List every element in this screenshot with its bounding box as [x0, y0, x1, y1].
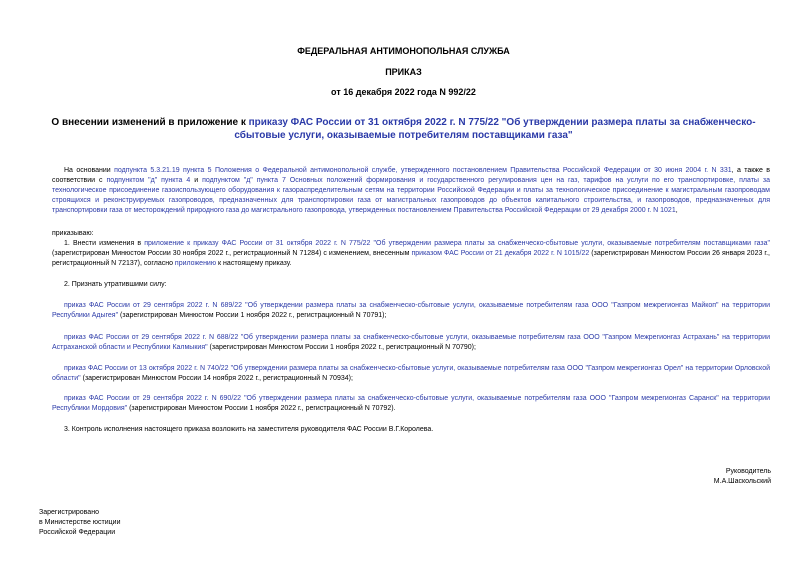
preamble-text-4: ,	[675, 207, 678, 214]
preamble-link-1[interactable]: подпункта 5.3.21.19 пункта 5 Положения о Федеральной антимонопольной службе, утвержденного постановлением Правительства Российской Федерации от 30 июня 2004 г. N 331	[114, 167, 732, 174]
repealed-link-2[interactable]: приказ ФАС России от 29 сентября 2022 г. N 688/22 "Об утверждении размера платы за снабженческо-сбытовые услуги, оказываемые потребителям газа ООО "Газпром Межрегионгаз Астрахань" на территории Астраханской области и Республики Калмыкия"	[52, 334, 770, 351]
registration-line-1: Зарегистрировано	[39, 509, 99, 516]
preamble-text-1: На основании	[64, 167, 115, 174]
item1-text-2: (зарегистрирован Минюстом России 30 ноября 2022 г., регистрационный N 71284) с изменением, внесенным	[52, 250, 412, 257]
repealed-link-4[interactable]: приказ ФАС России от 29 сентября 2022 г. N 690/22 "Об утверждении размера платы за снабженческо-сбытовые услуги, оказываемые потребителям газа ООО "Газпром межрегионгаз Саранск" на территории Республики Мордовия"	[52, 395, 770, 412]
preamble-text-3: и	[190, 177, 203, 184]
repealed-link-3[interactable]: приказ ФАС России от 13 октября 2022 г. N 740/22 "Об утверждении размера платы за снабженческо-сбытовые услуги, оказываемые потребителям газа ООО "Газпром межрегионгаз Орел" на территории Орловской области"	[52, 365, 770, 382]
item1-text-4: к настоящему приказу.	[216, 260, 292, 267]
agency-name: ФЕДЕРАЛЬНАЯ АНТИМОНОПОЛЬНАЯ СЛУЖБА	[297, 46, 510, 56]
repealed-tail-4: (зарегистрирован Минюстом России 1 ноября 2022 г., регистрационный N 70792).	[127, 405, 396, 412]
registration-line-2: в Министерстве юстиции	[39, 519, 121, 526]
preamble	[52, 166, 770, 216]
item1-link-3[interactable]: приложению	[174, 260, 217, 267]
signature-name: М.А.Шаскольский	[713, 478, 771, 485]
preamble-link-2[interactable]: подпунктом "д" пункта 4	[106, 177, 191, 184]
signature-role: Руководитель	[725, 468, 771, 475]
item-2: 2. Признать утратившими силу:	[64, 281, 167, 288]
title-prefix: О внесении изменений в приложение к	[51, 117, 249, 128]
title-link[interactable]: приказу ФАС России от 31 октября 2022 г. N 775/22 "Об утверждении размера платы за снабженческо-сбытовые услуги, оказываемые потребителям поставщиками газа"	[234, 117, 756, 141]
repealed-item-4	[52, 394, 770, 414]
preamble-link-3[interactable]: подпунктом "д" пункта 7 Основных положений формирования и государственного регулирования цен на газ, тарифов на услуги по его транспортировке, платы за технологическое присоединение газоиспользующего оборудования к газораспределительным сетям на территории Российской Федерации и платы за технологическое присоединение к магистральным газопроводам строящихся и реконструируемых газопроводов, предназначенных для транспортировки газа от магистральных газопроводов до объектов капитального строительства, и газопроводов, предназначенных для транспортировки газа от месторождений природного газа до магистрального газопровода, утвержденных постановлением Правительства Российской Федерации от 29 декабря 2000 г. N 1021	[52, 177, 770, 214]
repealed-tail-3: (зарегистрирован Минюстом России 14 ноября 2022 г., регистрационный N 70934);	[80, 375, 353, 382]
preamble-text-2: , а также в соответствии с	[52, 167, 770, 184]
item1-link-2[interactable]: приказом ФАС России от 21 декабря 2022 г. N 1015/22	[411, 250, 590, 257]
repealed-item-3	[52, 364, 770, 384]
item-1	[52, 239, 770, 269]
item1-text-3: (зарегистрирован Минюстом России 26 января 2023 г., регистрационный N 72137), согласно	[52, 250, 771, 267]
repealed-tail-2: (зарегистрирован Минюстом России 1 ноября 2022 г., регистрационный N 70790);	[207, 344, 476, 351]
item-3: 3. Контроль исполнения настоящего приказа возложить на заместителя руководителя ФАС России В.Г.Королева.	[64, 426, 434, 433]
repealed-tail-1: (зарегистрирован Минюстом России 1 ноября 2022 г., регистрационный N 70791);	[118, 312, 387, 319]
item1-text-1: 1. Внести изменения в	[64, 240, 145, 247]
item1-link-1[interactable]: приложение к приказу ФАС России от 31 октября 2022 г. N 775/22 "Об утверждении размера платы за снабженческо-сбытовые услуги, оказываемые потребителям поставщиками газа"	[144, 240, 770, 247]
repealed-item-2	[52, 333, 770, 353]
repealed-item-1	[52, 301, 770, 321]
registration-line-3: Российской Федерации	[39, 529, 116, 536]
doc-type: ПРИКАЗ	[385, 67, 422, 77]
document-title	[30, 116, 777, 142]
repealed-link-1[interactable]: приказ ФАС России от 29 сентября 2022 г. N 689/22 "Об утверждении размера платы за снабженческо-сбытовые услуги, оказываемые потребителям газа ООО "Газпром межрегионгаз Майкоп" на территории Республики Адыгея"	[52, 302, 770, 319]
doc-date-number: от 16 декабря 2022 года N 992/22	[331, 87, 476, 97]
prikazyvayu: приказываю:	[52, 230, 94, 237]
